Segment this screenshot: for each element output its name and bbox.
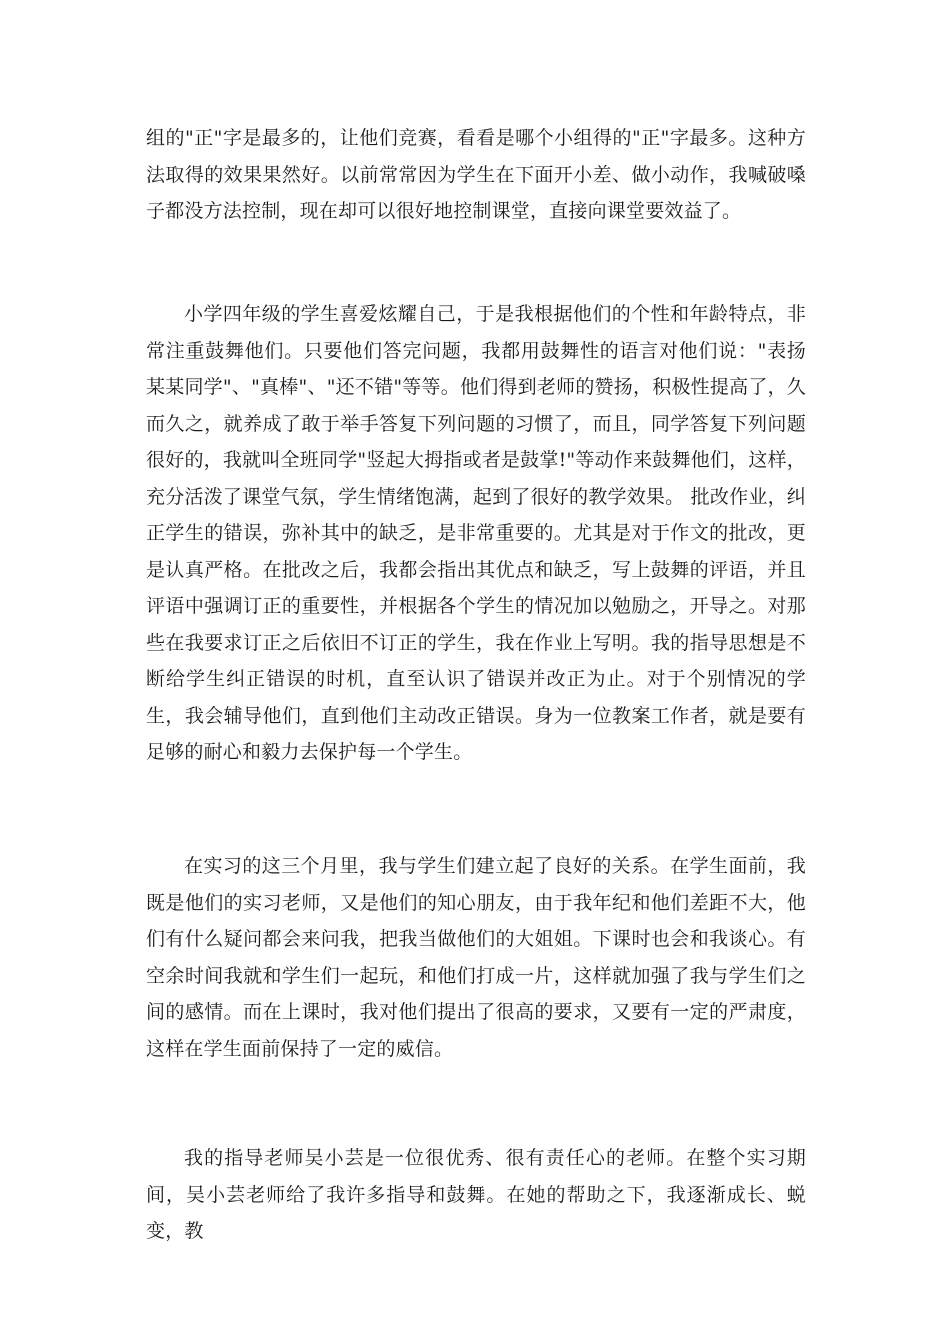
- paragraph-relationship: 在实习的这三个月里，我与学生们建立起了良好的关系。在学生面前，我既是他们的实习老师，又是他们的知心朋友，由于我年纪和他们差距不大，他们有什么疑问都会来问我，把我当做他们的大姐姐。下课时也会和我谈心。有空余时间我就和学生们一起玩，和他们打成一片，这样就加强了我与学生们之间的感情。而在上课时，我对他们提出了很高的要求，又要有一定的严肃度，这样在学生面前保持了一定的威信。: [146, 855, 806, 1060]
- paragraph-continuation: 组的"正"字是最多的，让他们竞赛，看看是哪个小组得的"正"字最多。这种方法取得的效果果然好。以前常常因为学生在下面开小差、做小动作，我喊破嗓子都没方法控制，现在却可以很好地控制课堂，直接向课堂要效益了。: [146, 127, 806, 222]
- paragraph-mentor: 我的指导老师吴小芸是一位很优秀、很有责任心的老师。在整个实习期间，吴小芸老师给了我许多指导和鼓舞。在她的帮助之下，我逐渐成长、蜕变，教: [146, 1147, 806, 1242]
- paragraph-encouragement: 小学四年级的学生喜爱炫耀自己，于是我根据他们的个性和年龄特点，非常注重鼓舞他们。只要他们答完问题，我都用鼓舞性的语言对他们说："表扬某某同学"、"真棒"、"还不错"等等。他们得到老师的赞扬，积极性提高了，久而久之，就养成了敢于举手答复下列问题的习惯了，而且，同学答复下列问题很好的，我就叫全班同学"竖起大拇指或者是鼓掌!"等动作来鼓舞他们，这样，充分活泼了课堂气氛，学生情绪饱满，起到了很好的教学效果。 批改作业，纠正学生的错误，弥补其中的缺乏，是非常重要的。尤其是对于作文的批改，更是认真严格。在批改之后，我都会指出其优点和缺乏，写上鼓舞的评语，并且评语中强调订正的重要性，并根据各个学生的情况加以勉励之，开导之。对那些在我要求订正之后依旧不订正的学生，我在作业上写明。我的指导思想是不断给学生纠正错误的时机，直至认识了错误并改正为止。对于个别情况的学生，我会辅导他们，直到他们主动改正错误。身为一位教案工作者，就是要有足够的耐心和毅力去保护每一个学生。: [146, 303, 806, 763]
